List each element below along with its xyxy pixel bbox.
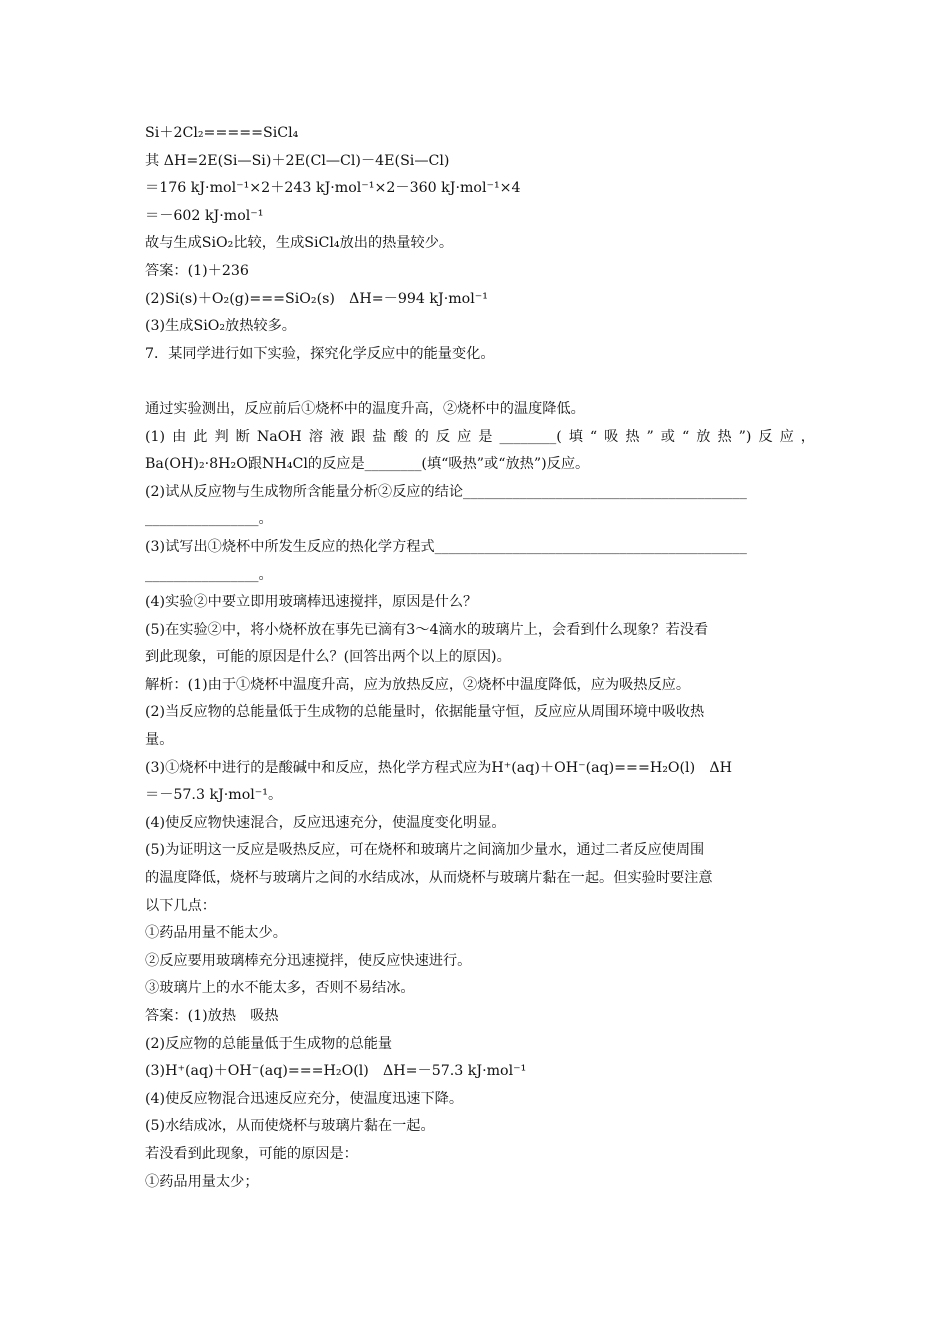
text-line: ①药品用量不能太少。 xyxy=(145,925,287,942)
text-line: (3)H⁺(aq)＋OH⁻(aq)===H₂O(l) ΔH=－57.3 kJ·mol⁻¹ xyxy=(145,1063,527,1080)
text-line: ①药品用量太少； xyxy=(145,1173,259,1190)
text-line: 答案：(1)放热 吸热 xyxy=(145,1008,279,1024)
text-line: 答案：(1)＋236 xyxy=(145,262,249,279)
text-line: 通过实验测出，反应前后①烧杯中的温度升高，②烧杯中的温度降低。 xyxy=(145,400,585,417)
text-line: ________________。 xyxy=(145,511,273,528)
text-line: (5)在实验②中，将小烧杯放在事先已滴有3～4滴水的玻璃片上，会看到什么现象？若没看 xyxy=(145,621,709,638)
text-line: (2)Si(s)＋O₂(g)===SiO₂(s) ΔH=－994 kJ·mol⁻¹ xyxy=(145,290,488,307)
text-line: Si＋2Cl₂=====SiCl₄ xyxy=(145,125,299,141)
text-line: 其 ΔH=2E(Si—Si)＋2E(Cl—Cl)－4E(Si—Cl) xyxy=(145,152,450,169)
text-line: (4)实验②中要立即用玻璃棒迅速搅拌，原因是什么？ xyxy=(145,594,478,611)
text-line: (5)水结成冰，从而使烧杯与玻璃片黏在一起。 xyxy=(145,1118,435,1135)
text-line: Ba(OH)₂·8H₂O跟NH₄Cl的反应是________(填“吸热”或“放热”)反应。 xyxy=(145,456,590,473)
text-line: (3)生成SiO₂放热较多。 xyxy=(145,318,296,335)
text-line: 到此现象，可能的原因是什么？(回答出两个以上的原因)。 xyxy=(145,649,511,666)
text-line: ③玻璃片上的水不能太多，否则不易结冰。 xyxy=(145,980,415,997)
text-line: (3)①烧杯中进行的是酸碱中和反应，热化学方程式应为H⁺(aq)＋OH⁻(aq)===H₂O(l) ΔH xyxy=(145,759,732,776)
text-line: (2)当反应物的总能量低于生成物的总能量时，依据能量守恒，反应应从周围环境中吸收热 xyxy=(145,704,705,721)
text-line: 的温度降低，烧杯与玻璃片之间的水结成冰，从而烧杯与玻璃片黏在一起。但实验时要注意 xyxy=(145,870,713,887)
text-line: (2)试从反应物与生成物所含能量分析②反应的结论________________________________________ xyxy=(145,483,747,500)
blank-line xyxy=(145,368,815,396)
text-line: ②反应要用玻璃棒充分迅速搅拌，使反应快速进行。 xyxy=(145,952,472,969)
text-line: 故与生成SiO₂比较，生成SiCl₄放出的热量较少。 xyxy=(145,235,454,252)
text-line: 以下几点： xyxy=(145,897,216,914)
text-line: ＝－57.3 kJ·mol⁻¹。 xyxy=(145,787,283,804)
text-line: ＝176 kJ·mol⁻¹×2＋243 kJ·mol⁻¹×2－360 kJ·mol⁻¹×4 xyxy=(145,180,521,197)
text-line: (4)使反应物混合迅速反应充分，使温度迅速下降。 xyxy=(145,1090,464,1107)
text-line: 量。 xyxy=(145,732,174,749)
text-line: (3)试写出①烧杯中所发生反应的热化学方程式____________________________________________ xyxy=(145,538,747,555)
question-heading: 7．某同学进行如下实验，探究化学反应中的能量变化。 xyxy=(145,345,495,362)
text-line: 解析：(1)由于①烧杯中温度升高，应为放热反应，②烧杯中温度降低，应为吸热反应。 xyxy=(145,676,691,693)
document-body xyxy=(145,120,815,1196)
text-line: 若没看到此现象，可能的原因是： xyxy=(145,1145,358,1162)
text-line: (5)为证明这一反应是吸热反应，可在烧杯和玻璃片之间滴加少量水，通过二者反应使周围 xyxy=(145,842,705,859)
text-line: ＝－602 kJ·mol⁻¹ xyxy=(145,207,264,224)
text-line: (2)反应物的总能量低于生成物的总能量 xyxy=(145,1035,393,1052)
text-line: (1)由此判断NaOH溶液跟盐酸的反应是________(填“吸热”或“放热”)反应， xyxy=(145,428,815,445)
text-line: ________________。 xyxy=(145,566,273,583)
text-line: (4)使反应物快速混合，反应迅速充分，使温度变化明显。 xyxy=(145,814,506,831)
